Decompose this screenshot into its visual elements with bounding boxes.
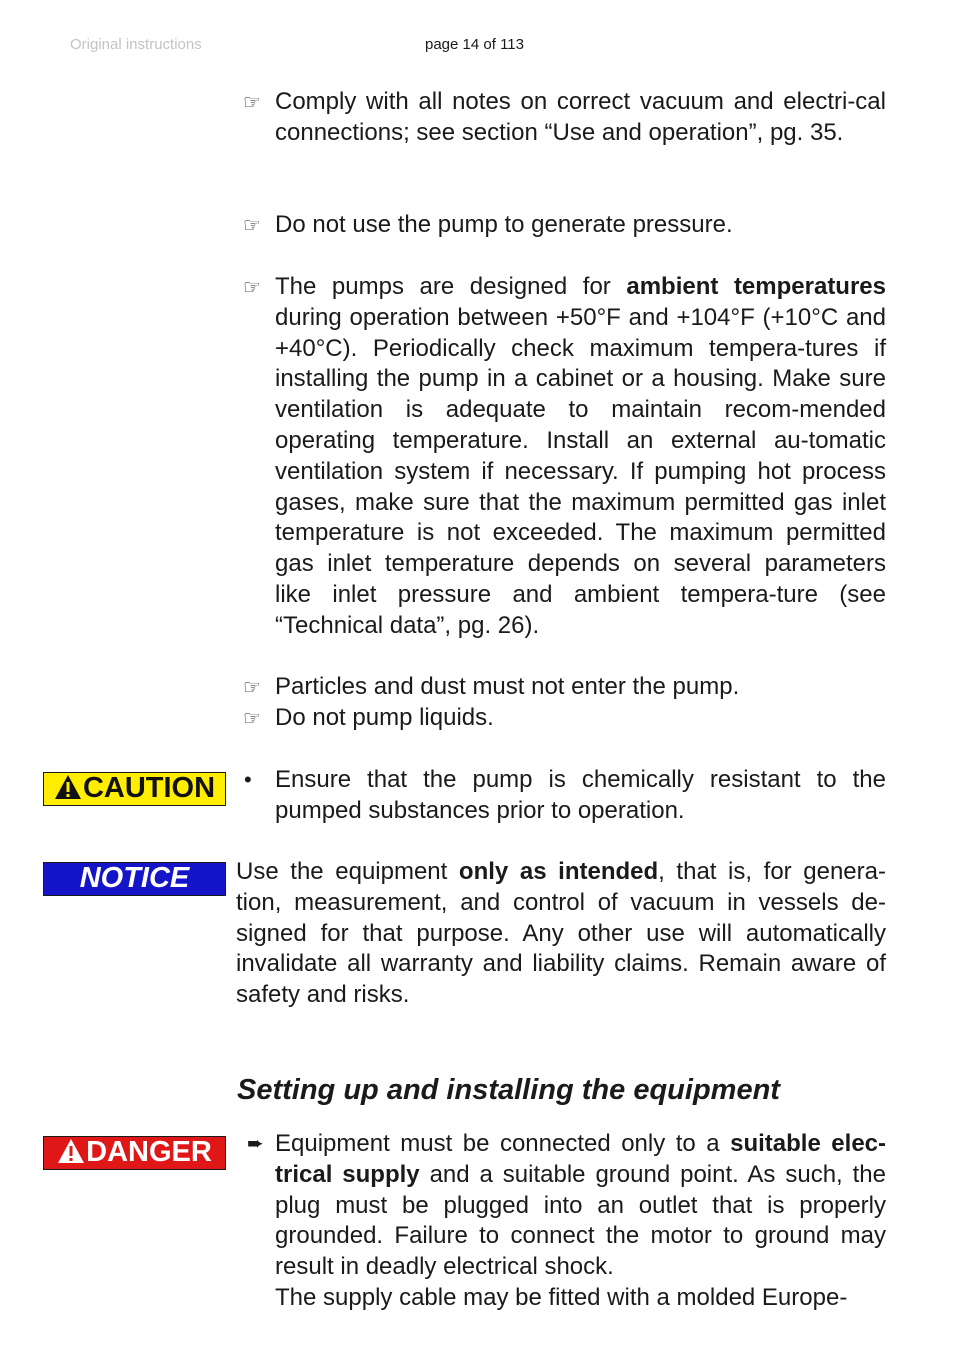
caution-text: Ensure that the pump is chemically resistant to the pumped substances prior to operation. (275, 766, 886, 824)
pointing-hand-icon: ☞ (243, 277, 261, 299)
right-arrow-icon: ➨ (247, 1133, 264, 1155)
pointing-hand-icon: ☞ (243, 92, 261, 114)
warning-triangle-icon (57, 1138, 85, 1164)
list-item-text: Particles and dust must not enter the pump. (275, 673, 740, 700)
list-item-text: Comply with all notes on correct vacuum and electri-cal connections; see section “Use and operation”, pg. 35. (275, 88, 886, 146)
list-item-text: Do not pump liquids. (275, 704, 494, 731)
header-page-number: page 14 of 113 (425, 36, 524, 53)
danger-continued-text: The supply cable may be fitted with a molded Europe- (275, 1284, 848, 1311)
list-item-text-part: The pumps are designed for (275, 273, 627, 300)
ambient-temperatures-emphasis: ambient temperatures (626, 273, 887, 300)
notice-label: NOTICE (43, 862, 226, 896)
caution-label (43, 772, 226, 806)
danger-text (275, 1129, 886, 1283)
caution-label-text: CAUTION (82, 772, 216, 804)
list-item-text: Do not use the pump to generate pressure. (275, 211, 733, 238)
bullet-icon: • (244, 767, 252, 792)
suitable-electrical-supply-emphasis: suitable elec-trical supply (275, 1130, 887, 1188)
pointing-hand-icon: ☞ (243, 677, 261, 699)
danger-label-text: DANGER (86, 1136, 212, 1168)
notice-text-part: Use the equipment (236, 858, 459, 885)
only-as-intended-emphasis: only as intended (458, 858, 659, 885)
pointing-hand-icon: ☞ (243, 215, 261, 237)
section-heading: Setting up and installing the equipment (237, 1074, 780, 1106)
notice-text-part: , that is, for genera-tion, measurement, and control of vacuum in vessels de-signed for that purpose. Any other use will automatically invalidate all warranty and liability claims. Remain aware of safety and risks. (236, 858, 886, 1009)
notice-text (236, 857, 886, 1011)
danger-text-part: Equipment must be connected only to a (275, 1130, 731, 1157)
danger-text-part: and a suitable ground point. As such, the plug must be plugged into an outlet that is properly grounded. Failure to connect the motor to ground may result in deadly electrical shock. (275, 1160, 887, 1281)
list-item-text-part: during operation between +50°F and +104°F (+10°C and +40°C). Periodically check maximum tempera-tures if installing the pump in a cabinet or a housing. Make sure ventilation is adequate to maintain recom-mended operating temperature. Install an external au-tomatic ventilation system if necessary. If pumping hot process gases, make sure that the maximum permitted gas inlet temperature is not exceeded. The maximum permitted gas inlet temperature depends on several parameters like inlet pressure and ambient tempera-ture (see “Technical data”, pg. 26). (275, 303, 886, 639)
warning-triangle-icon (54, 774, 82, 800)
danger-label (43, 1136, 226, 1170)
pointing-hand-icon: ☞ (243, 708, 261, 730)
header-document-title: Original instructions (70, 36, 202, 53)
list-item-text (275, 272, 886, 642)
